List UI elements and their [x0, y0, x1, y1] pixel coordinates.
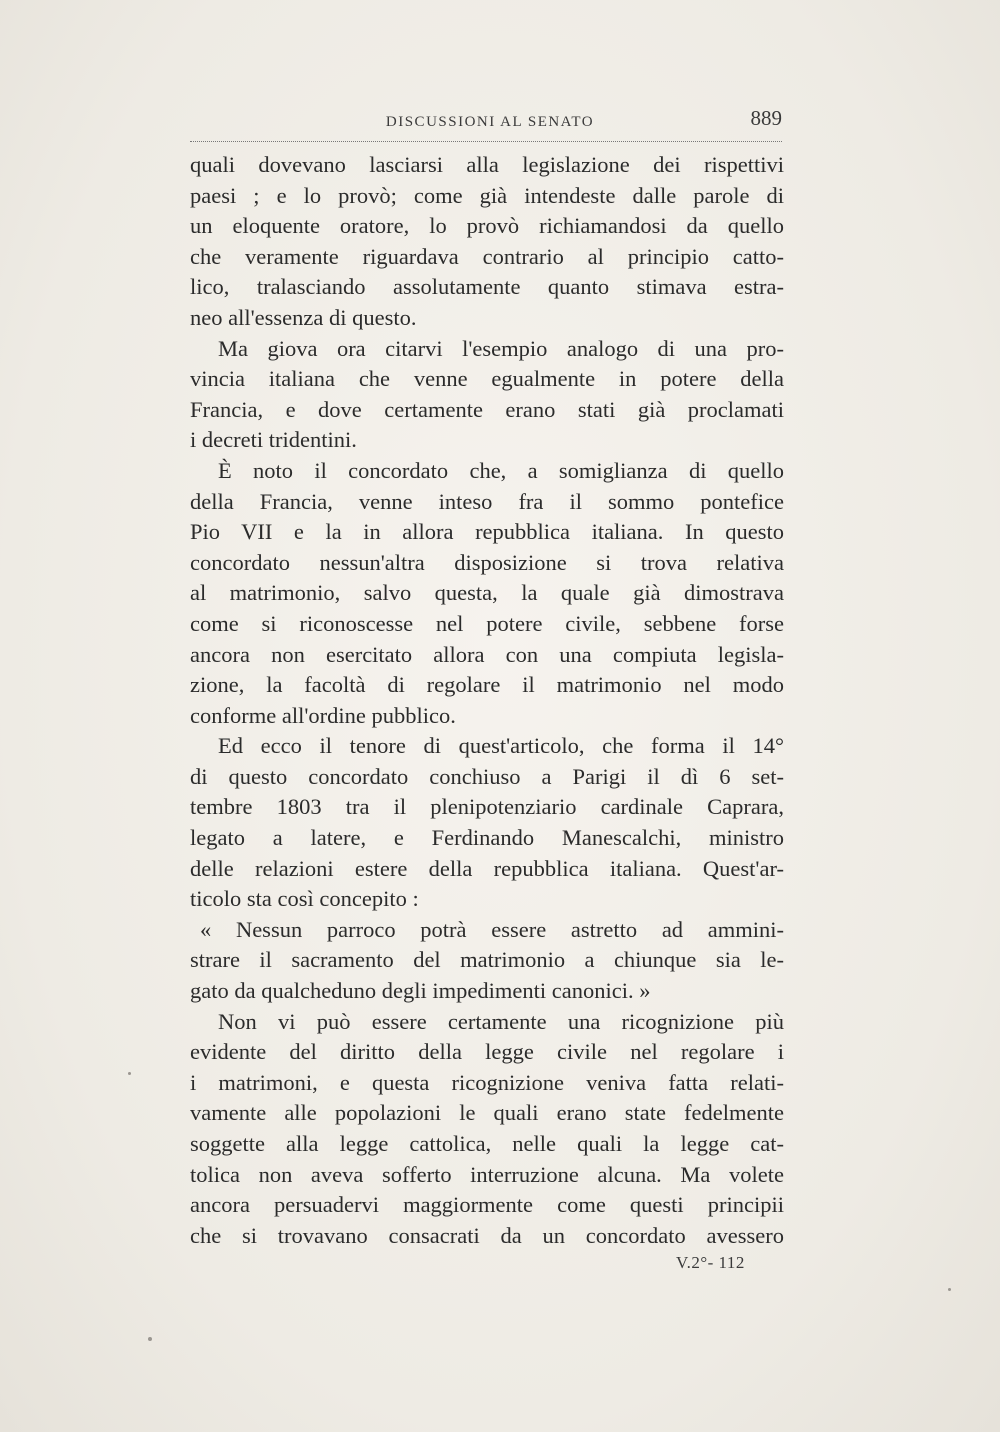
text-line: tembre 1803 tra il plenipotenziario cardinale Caprara,: [190, 794, 784, 820]
text-line: conforme all'ordine pubblico.: [190, 702, 456, 728]
running-head: DISCUSSIONI AL SENATO: [385, 114, 595, 130]
text-line: della Francia, venne inteso fra il sommo pontefice: [190, 488, 784, 514]
text-line: vincia italiana che venne egualmente in potere della: [190, 366, 784, 392]
text-line: gato da qualcheduno degli impedimenti canonici. »: [190, 978, 651, 1004]
paper-speck: [128, 1072, 131, 1075]
text-line: soggette alla legge cattolica, nelle quali la legge cat-: [190, 1131, 784, 1156]
body-text: [190, 150, 784, 1251]
text-line: Pio VII e la in allora repubblica italiana. In questo: [190, 519, 784, 545]
text-line: che veramente riguardava contrario al principio catto-: [190, 243, 784, 269]
text-line: neo all'essenza di questo.: [190, 304, 417, 330]
text-line: un eloquente oratore, lo provò richiamandosi da quello: [190, 213, 784, 239]
text-line: concordato nessun'altra disposizione si trova relativa: [190, 549, 784, 575]
text-line: ancora non esercitato allora con una compiuta legisla-: [190, 641, 784, 667]
text-line: legato a latere, e Ferdinando Manescalchi, ministro: [190, 825, 784, 851]
page-header: [190, 106, 790, 136]
text-line: quali dovevano lasciarsi alla legislazione dei rispettivi: [190, 152, 784, 177]
paper-speck: [948, 1288, 951, 1291]
paper-speck: [148, 1337, 152, 1341]
text-line: Ed ecco il tenore di quest'articolo, che forma il 14°: [218, 733, 784, 759]
text-line: i decreti tridentini.: [190, 427, 357, 453]
text-line: Ma giova ora citarvi l'esempio analogo di una pro-: [218, 335, 784, 361]
text-line: Non vi può essere certamente una ricognizione più: [218, 1008, 784, 1034]
text-line: È noto il concordato che, a somiglianza di quello: [218, 457, 784, 483]
text-line: Francia, e dove certamente erano stati già proclamati: [190, 396, 784, 422]
text-line: zione, la facoltà di regolare il matrimonio nel modo: [190, 672, 784, 698]
text-line: i matrimoni, e questa ricognizione veniva fatta relati-: [190, 1069, 784, 1095]
text-line: ticolo sta così concepito :: [190, 886, 419, 912]
page-number: 889: [750, 106, 782, 130]
text-line: che si trovavano consacrati da un concordato avessero: [190, 1222, 784, 1248]
text-line: come si riconoscesse nel potere civile, sebbene forse: [190, 610, 784, 636]
text-line: tolica non aveva sofferto interruzione alcuna. Ma volete: [190, 1161, 784, 1187]
text-line: lico, tralasciando assolutamente quanto stimava estra-: [190, 274, 784, 300]
signature-mark: V.2°- 112: [676, 1253, 745, 1272]
text-line: al matrimonio, salvo questa, la quale già dimostrava: [190, 580, 784, 606]
text-line: evidente del diritto della legge civile nel regolare i: [190, 1039, 784, 1065]
text-line: vamente alle popolazioni le quali erano state fedelmente: [190, 1100, 784, 1126]
text-line: strare il sacramento del matrimonio a chiunque sia le-: [190, 947, 784, 973]
text-line: di questo concordato conchiuso a Parigi il dì 6 set-: [190, 763, 784, 789]
text-line: delle relazioni estere della repubblica italiana. Quest'ar-: [190, 855, 784, 881]
text-line: « Nessun parroco potrà essere astretto ad ammini-: [200, 916, 784, 942]
text-line: paesi ; e lo provò; come già intendeste dalle parole di: [190, 182, 784, 208]
header-rule: [190, 141, 782, 142]
text-line: ancora persuadervi maggiormente come questi principii: [190, 1192, 784, 1218]
